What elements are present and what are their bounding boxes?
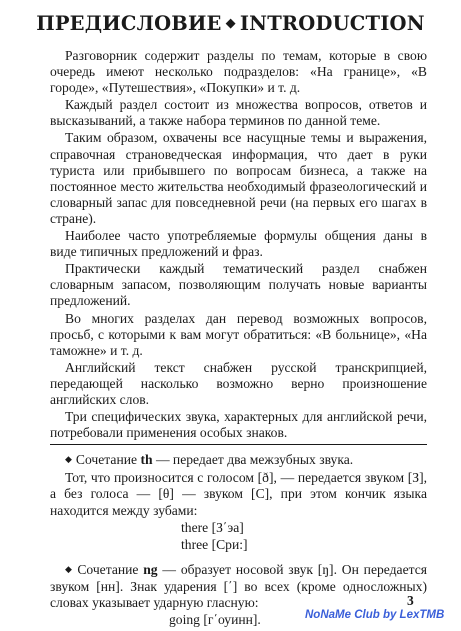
th-explanation: Тот, что произносится с голосом [ð], — передается звуком [З], а без голоса — [θ] — звуком [С], при этом кончик языка находится между зубами:	[50, 470, 427, 518]
title-english: INTRODUCTION	[239, 12, 425, 35]
section-divider	[50, 444, 427, 445]
page-content	[50, 48, 427, 629]
diamond-bullet-icon: ◆	[65, 454, 72, 465]
paragraph: Во многих разделах дан перевод возможных вопросов, просьб, с которыми к вам могут обратиться: «В больнице», «На таможне» и т. д.	[50, 310, 427, 358]
th-rest: — передает два межзубных звука.	[155, 452, 354, 468]
paragraph: Разговорник содержит разделы по темам, которые в свою очередь имеют несколько подразделов: «На границе», «В городе», «Путешествия», «Покупки» и т. д.	[50, 48, 427, 96]
example-there: there [З΄эа]	[181, 519, 244, 535]
ng-term: ng	[143, 561, 158, 577]
paragraph: Наиболее часто употребляемые формулы общения даны в виде типичных предложений и фраз.	[50, 228, 427, 260]
th-rule-heading	[50, 452, 427, 469]
title-russian: ПРЕДИСЛОВИЕ	[36, 12, 222, 35]
paragraph: Каждый раздел состоит из множества вопросов, ответов и высказываний, а также набора терминов по данной теме.	[50, 97, 427, 129]
example-three: three [Сри:]	[181, 536, 248, 552]
section-spacer	[50, 554, 427, 562]
ng-rule	[50, 562, 427, 611]
ng-rest: — образует носовой звук [ŋ]. Он передается звуком [нн]. Знак ударения [΄] во всех (кроме односложных) словах указывает ударную гласную:	[50, 561, 428, 610]
page-number: 3	[407, 593, 414, 608]
paragraph: Таким образом, охвачены все насущные темы и выражения, справочная страноведческая информация, что дает в руки туриста или прибывшего по вопросам бизнеса, а также на постоянное место жительства необходимый фразеологический и словарный запас для повседневной речи (на первых его шагах в стране).	[50, 130, 427, 226]
example-going: going [г΄оуинн].	[169, 612, 261, 628]
paragraph: Английский текст снабжен русской транскрипцией, передающей насколько возможно верно произношение английских слов.	[50, 359, 427, 407]
ng-lead: Сочетание	[77, 561, 139, 577]
page-title	[0, 12, 461, 35]
watermark: NoNaMe Club by LexTMB	[305, 609, 445, 621]
th-lead: Сочетание	[75, 452, 138, 468]
paragraph: Три специфических звука, характерных для английской речи, потребовали применения особых знаков.	[50, 409, 427, 441]
th-term: th	[140, 452, 153, 468]
paragraph: Практически каждый тематический раздел снабжен словарным запасом, позволяющим получать новые варианты предложений.	[50, 261, 427, 309]
diamond-bullet-icon: ◆	[65, 563, 74, 574]
title-separator-icon: ◆	[225, 16, 236, 31]
